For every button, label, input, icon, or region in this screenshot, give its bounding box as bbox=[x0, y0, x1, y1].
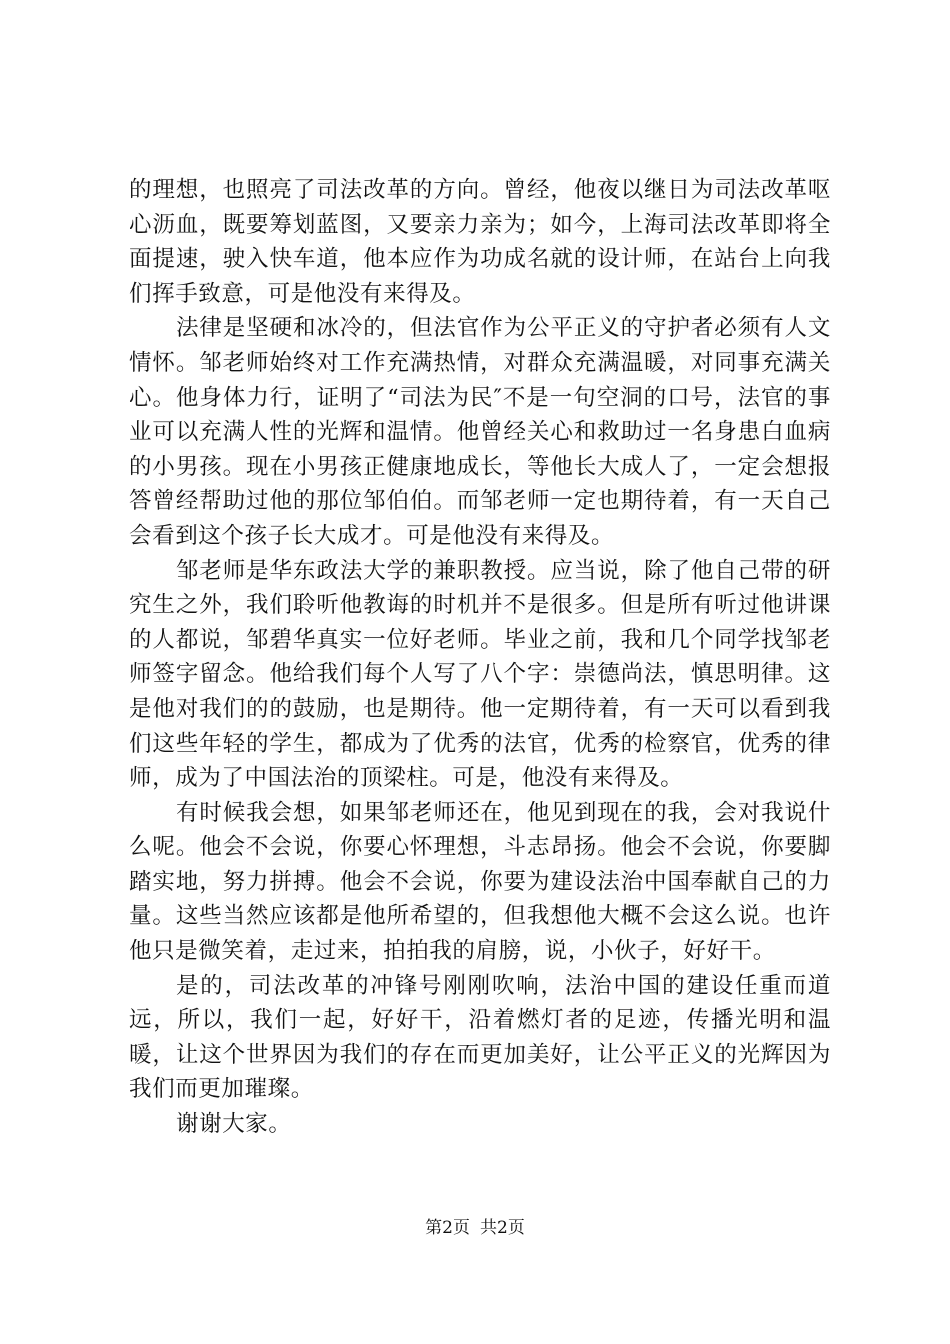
page-total: 共2页 bbox=[480, 1218, 525, 1238]
paragraph-6: 谢谢大家。 bbox=[176, 1111, 292, 1138]
page-footer bbox=[0, 1216, 950, 1240]
document-body bbox=[129, 173, 831, 1142]
paragraph-4: 有时候我会想，如果邹老师还在，他见到现在的我，会对我说什么呢。他会不会说，你要心怀理想，斗志昂扬。他会不会说，你要脚踏实地，努力拼搏。他会不会说，你要为建设法治中国奉献自己的力量。这些当然应该都是他所希望的，但我想他大概不会这么说。也许他只是微笑着，走过来，拍拍我的肩膀，说，小伙子，好好干。 bbox=[129, 799, 831, 965]
paragraph-5: 是的，司法改革的冲锋号刚刚吹响，法治中国的建设任重而道远，所以，我们一起，好好干，沿着燃灯者的足迹，传播光明和温暖，让这个世界因为我们的存在而更加美好，让公平正义的光辉因为我们而更加璀璨。 bbox=[129, 972, 831, 1103]
paragraph-1: 的理想，也照亮了司法改革的方向。曾经，他夜以继日为司法改革呕心沥血，既要筹划蓝图，又要亲力亲为；如今，上海司法改革即将全面提速，驶入快车道，他本应作为功成名就的设计师，在站台上向我们挥手致意，可是他没有来得及。 bbox=[129, 177, 831, 307]
paragraph-2: 法律是坚硬和冰冷的，但法官作为公平正义的守护者必须有人文情怀。邹老师始终对工作充满热情，对群众充满温暖，对同事充满关心。他身体力行，证明了“司法为民″不是一句空洞的口号，法官的事业可以充满人性的光辉和温情。他曾经关心和救助过一名身患白血病的小男孩。现在小男孩正健康地成长，等他长大成人了，一定会想报答曾经帮助过他的那位邹伯伯。而邹老师一定也期待着，有一天自己会看到这个孩子长大成才。可是他没有来得及。 bbox=[129, 315, 831, 549]
page-number: 第2页 bbox=[425, 1218, 470, 1238]
paragraph-3: 邹老师是华东政法大学的兼职教授。应当说，除了他自己带的研究生之外，我们聆听他教诲的时机并不是很多。但是所有听过他讲课的人都说，邹碧华真实一位好老师。毕业之前，我和几个同学找邹老师签字留念。他给我们每个人写了八个字：崇德尚法，慎思明律。这是他对我们的的鼓励，也是期待。他一定期待着，有一天可以看到我们这些年轻的学生，都成为了优秀的法官，优秀的检察官，优秀的律师，成为了中国法治的顶梁柱。可是，他没有来得及。 bbox=[129, 557, 831, 792]
